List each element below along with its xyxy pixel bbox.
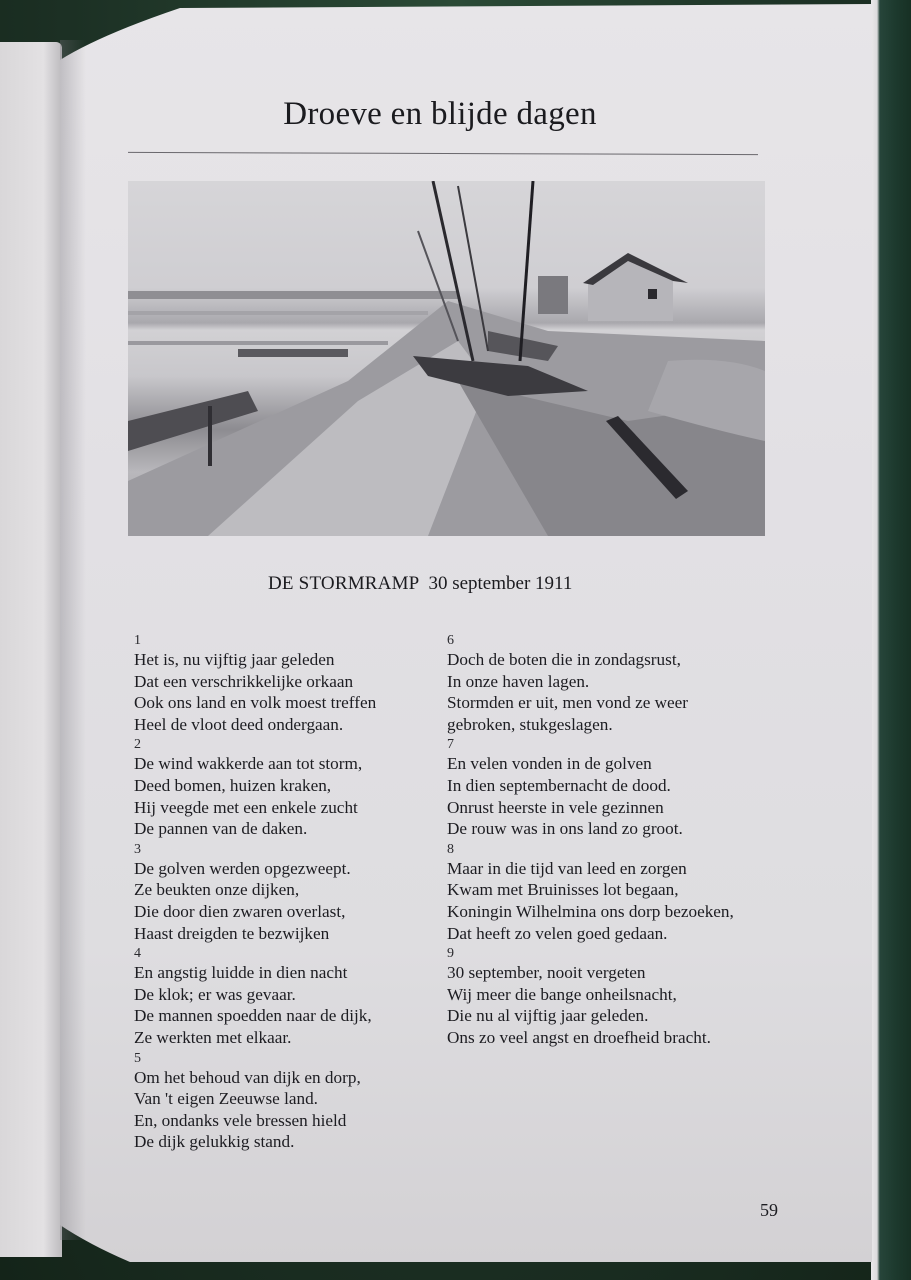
poem-line: Kwam met Bruinisses lot begaan,: [447, 880, 679, 900]
poem-line: Hij veegde met een enkele zucht: [134, 797, 358, 817]
poem-line: Ze werkten met elkaar.: [134, 1027, 292, 1047]
poem-line: Haast dreigden te bezwijken: [134, 923, 330, 943]
poem-line: 30 september, nooit vergeten: [447, 963, 646, 983]
poem-line: De klok; er was gevaar.: [134, 984, 296, 1004]
previous-page-edge: [0, 42, 62, 1257]
poem-line: En angstig luidde in dien nacht: [134, 963, 348, 983]
poem-line: Deed bomen, huizen kraken,: [134, 775, 332, 795]
stanza: [447, 946, 777, 1048]
poem-line: In onze haven lagen.: [447, 671, 590, 691]
stanza-number: 9: [447, 946, 454, 962]
poem-date: 30 september 1911: [428, 573, 573, 594]
poem-line: In dien septembernacht de dood.: [447, 775, 671, 795]
stanza: [134, 842, 444, 944]
poem-line: De pannen van de daken.: [134, 819, 308, 839]
stanza-number: 1: [134, 633, 141, 648]
poem-line: Die nu al vijftig jaar geleden.: [447, 1006, 649, 1026]
poem-line: Ons zo veel angst en droefheid bracht.: [447, 1027, 711, 1047]
poem-line: Onrust heerste in vele gezinnen: [447, 797, 664, 817]
poem-line: Doch de boten die in zondagsrust,: [447, 650, 681, 669]
stanza: [447, 737, 777, 839]
poem-line: Om het behoud van dijk en dorp,: [134, 1067, 361, 1087]
poem-line: De mannen spoedden naar de dijk,: [134, 1006, 372, 1026]
book-cover-edge: [871, 0, 911, 1280]
poem-line: Dat heeft zo velen goed gedaan.: [447, 923, 668, 943]
stanza: [134, 946, 444, 1048]
poem-right-column: [447, 631, 777, 1049]
stanza-number: 8: [447, 841, 454, 857]
stanza-number: 2: [134, 737, 141, 753]
stanza-number: 3: [134, 841, 141, 857]
poem-line: Wij meer die bange onheilsnacht,: [447, 984, 677, 1004]
stanza: [134, 737, 444, 839]
stanza-number: 4: [134, 946, 141, 962]
stanza: [134, 633, 444, 735]
poem-line: Het is, nu vijftig jaar geleden: [134, 650, 335, 669]
stanza: [447, 633, 777, 735]
poem-line: gebroken, stukgeslagen.: [447, 714, 613, 734]
poem-line: Maar in die tijd van leed en zorgen: [447, 858, 687, 878]
poem-line: De rouw was in ons land zo groot.: [447, 819, 683, 839]
poem-line: De golven werden opgezweept.: [134, 858, 351, 878]
poem-line: De dijk gelukkig stand.: [134, 1132, 295, 1152]
stanza: [447, 842, 777, 944]
stanza-number: 7: [447, 737, 454, 753]
poem-line: Dat een verschrikkelijke orkaan: [134, 671, 354, 691]
poem-line: Ze beukten onze dijken,: [134, 880, 300, 900]
stanza-number: 6: [447, 633, 454, 648]
page-title: Droeve en blijde dagen: [283, 96, 597, 132]
page-number: 59: [760, 1200, 778, 1220]
historical-photo: [128, 181, 765, 536]
poem-left-column: [134, 631, 444, 1153]
poem-line: Koningin Wilhelmina ons dorp bezoeken,: [447, 901, 734, 921]
poem-heading: [268, 573, 572, 595]
stanza-number: 5: [134, 1050, 141, 1066]
poem-line: Stormden er uit, men vond ze weer: [447, 693, 689, 713]
poem-title: DE STORMRAMP: [268, 573, 420, 594]
poem-line: Die door dien zwaren overlast,: [134, 901, 346, 921]
photo-illustration: [128, 181, 765, 536]
poem-line: Van 't eigen Zeeuwse land.: [134, 1089, 318, 1109]
poem-line: En velen vonden in de golven: [447, 754, 652, 774]
poem-line: En, ondanks vele bressen hield: [134, 1110, 347, 1130]
poem-line: Heel de vloot deed ondergaan.: [134, 714, 344, 734]
stanza: [134, 1051, 444, 1153]
poem-line: De wind wakkerde aan tot storm,: [134, 754, 363, 774]
poem-line: Ook ons land en volk moest treffen: [134, 693, 377, 713]
